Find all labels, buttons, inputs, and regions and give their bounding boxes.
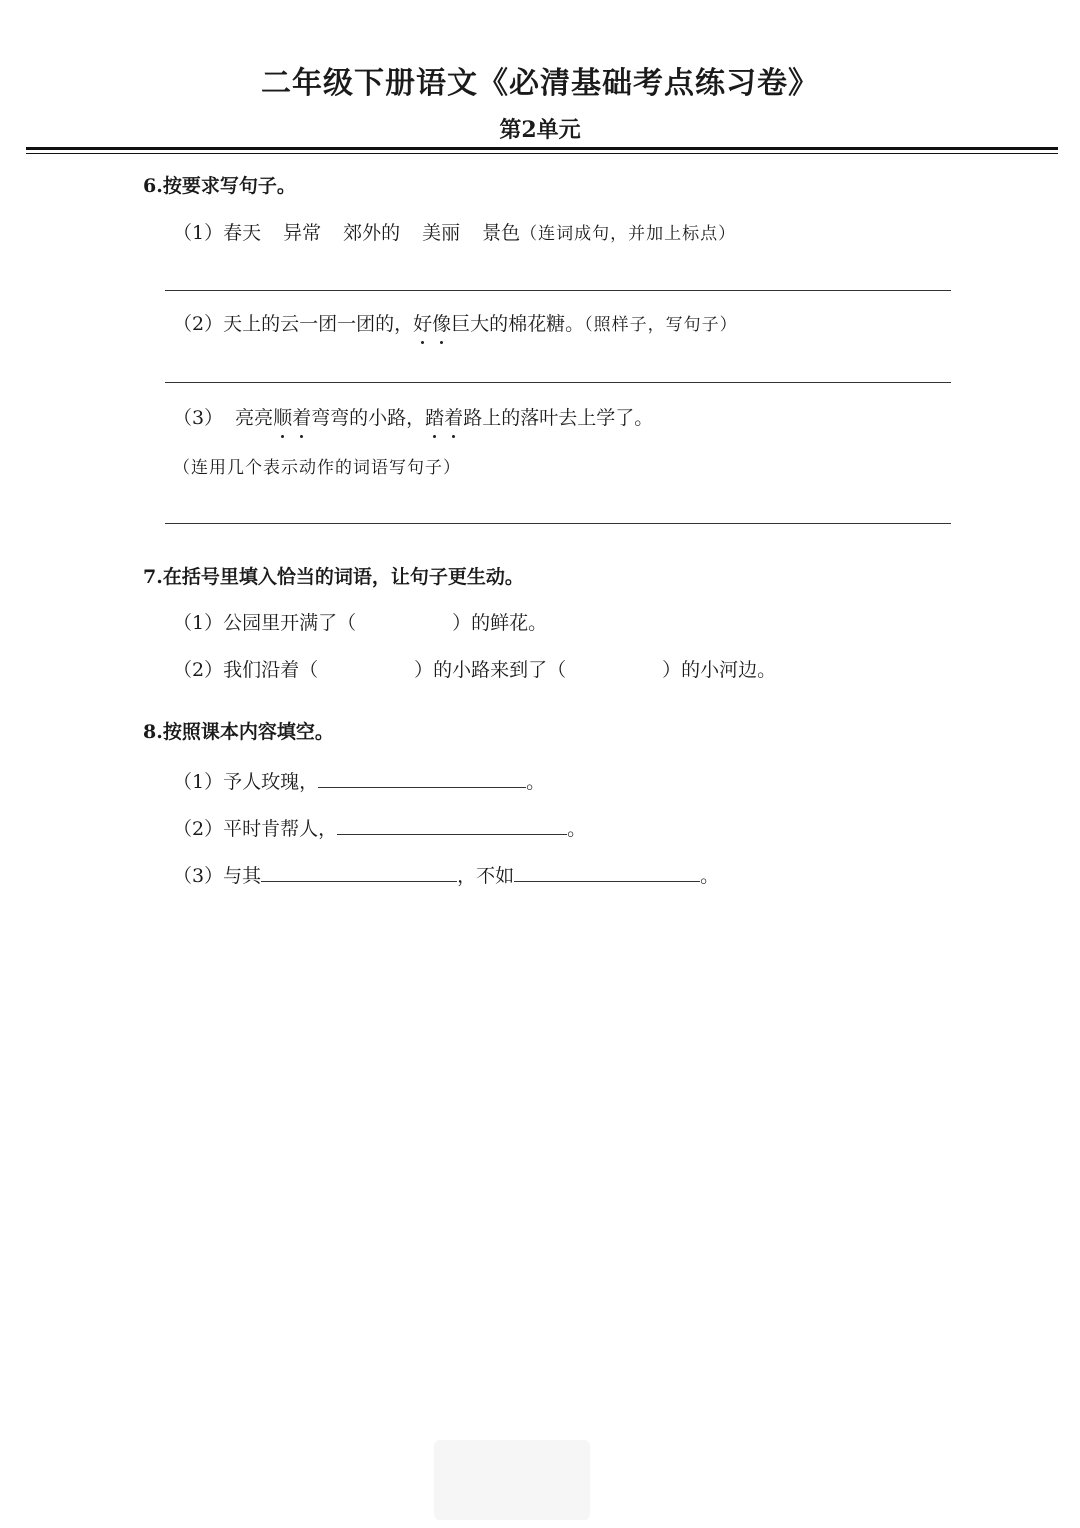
emphasis-dot-char: 踏: [425, 404, 444, 432]
header-rule-thin: [26, 153, 1058, 154]
emphasis-dot-char: 好: [413, 310, 432, 338]
q8-item1-pre: 予人玫瑰，: [223, 771, 319, 793]
q7-item2: [173, 656, 776, 684]
q8-item1-num: （1）: [173, 771, 224, 793]
q7-item1-num: （1）: [173, 612, 224, 634]
q8-item1-post: 。: [526, 771, 546, 793]
q6-item3-num: （3）: [173, 407, 224, 429]
q7-item1-post: ）的鲜花。: [452, 612, 548, 634]
page-title: 二年级下册语文《必清基础考点练习卷》: [261, 66, 819, 101]
q8-item2-pre: 平时肯帮人，: [223, 818, 338, 840]
emphasis-dot-char: 像: [432, 310, 451, 338]
fill-blank[interactable]: [514, 859, 700, 882]
fill-blank[interactable]: [261, 859, 457, 882]
q7-item2-num: （2）: [173, 659, 224, 681]
q6-item2-post: 巨大的棉花糖。: [451, 313, 585, 335]
q6-item2-num: （2）: [173, 313, 224, 335]
q6-item3-part3: 路上的落叶去上学了。: [463, 407, 654, 429]
q6-item2: [173, 310, 738, 339]
word-chip: 郊外的: [343, 222, 401, 244]
faint-smudge: [434, 1440, 590, 1520]
q6-title: 6.按要求写句子。: [143, 175, 296, 197]
word-chip: 异常: [283, 222, 322, 244]
answer-line[interactable]: [165, 523, 951, 524]
q6-item2-note: （照样子，写句子）: [584, 315, 738, 335]
answer-line[interactable]: [165, 290, 951, 291]
q6-item3-part1: 亮亮: [235, 407, 274, 429]
q8-item2: [173, 812, 586, 843]
emphasis-dot-char: 着: [292, 404, 311, 432]
unit-subtitle: 第2单元: [499, 117, 581, 143]
q7-title: 7.在括号里填入恰当的词语，让句子更生动。: [143, 566, 524, 588]
q8-item3-post: 。: [700, 865, 720, 887]
q8-item1: [173, 765, 545, 796]
header-rule-thick: [26, 147, 1058, 150]
fill-blank[interactable]: [318, 765, 526, 788]
emphasis-dot-char: 着: [444, 404, 463, 432]
q7-item2-mid: ）的小路来到了（: [414, 659, 567, 681]
q8-item3-pre: 与其: [223, 865, 262, 887]
q8-item2-num: （2）: [173, 818, 224, 840]
q6-item1: [173, 219, 736, 248]
word-chip: 美丽: [422, 222, 461, 244]
q6-item3-part2: 弯弯的小路，: [311, 407, 426, 429]
emphasis-dot-char: 顺: [273, 404, 292, 432]
q6-item3: [173, 404, 653, 432]
q8-item3: [173, 859, 719, 890]
q6-item1-note: （连词成句，并加上标点）: [520, 224, 737, 244]
q8-item3-mid: ，不如: [457, 865, 515, 887]
q7-item1: [173, 609, 547, 637]
q6-item1-num: （1）: [173, 222, 224, 244]
q7-item2-pre: 我们沿着（: [223, 659, 319, 681]
q7-item1-pre: 公园里开满了（: [223, 612, 357, 634]
q8-item3-num: （3）: [173, 865, 224, 887]
q6-item2-pre: 天上的云一团一团的，: [223, 313, 414, 335]
q8-title: 8.按照课本内容填空。: [143, 721, 334, 743]
q7-item2-post: ）的小河边。: [662, 659, 777, 681]
word-chip: 景色: [482, 222, 521, 244]
q8-item2-post: 。: [567, 818, 587, 840]
answer-line[interactable]: [165, 382, 951, 383]
q6-item3-note: （连用几个表示动作的词语写句子）: [173, 458, 461, 478]
fill-blank[interactable]: [337, 812, 567, 835]
word-chip: 春天: [223, 222, 262, 244]
